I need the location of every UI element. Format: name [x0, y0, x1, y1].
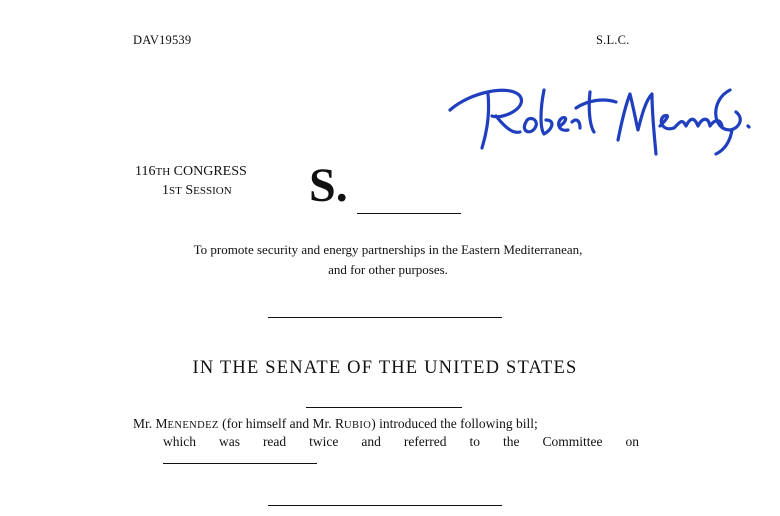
- bill-number-blank: [357, 213, 461, 214]
- divider-rule-bottom: [268, 505, 502, 506]
- chamber-heading: IN THE SENATE OF THE UNITED STATES: [192, 358, 578, 378]
- introduction-line-1: Mr. MENENDEZ (for himself and Mr. RUBIO) introduced the following bill;: [133, 416, 538, 431]
- divider-rule: [268, 317, 502, 318]
- session-number: 1ST SESSION: [162, 183, 232, 198]
- purpose-line-1: To promote security and energy partnerships in the Eastern Mediterranean,: [193, 242, 583, 257]
- purpose-line-2: and for other purposes.: [328, 262, 448, 277]
- handwritten-signature: [440, 70, 760, 170]
- congress-number: 116TH CONGRESS: [135, 164, 247, 179]
- office-code: S.L.C.: [596, 33, 630, 47]
- divider-rule-short: [306, 407, 462, 408]
- document-id: DAV19539: [133, 33, 192, 47]
- bill-prefix: S.: [309, 159, 348, 212]
- bill-purpose: [118, 240, 658, 280]
- introduction-line-2: which was read twice and referred to the Committee on: [163, 434, 639, 449]
- committee-name-blank: [163, 463, 317, 464]
